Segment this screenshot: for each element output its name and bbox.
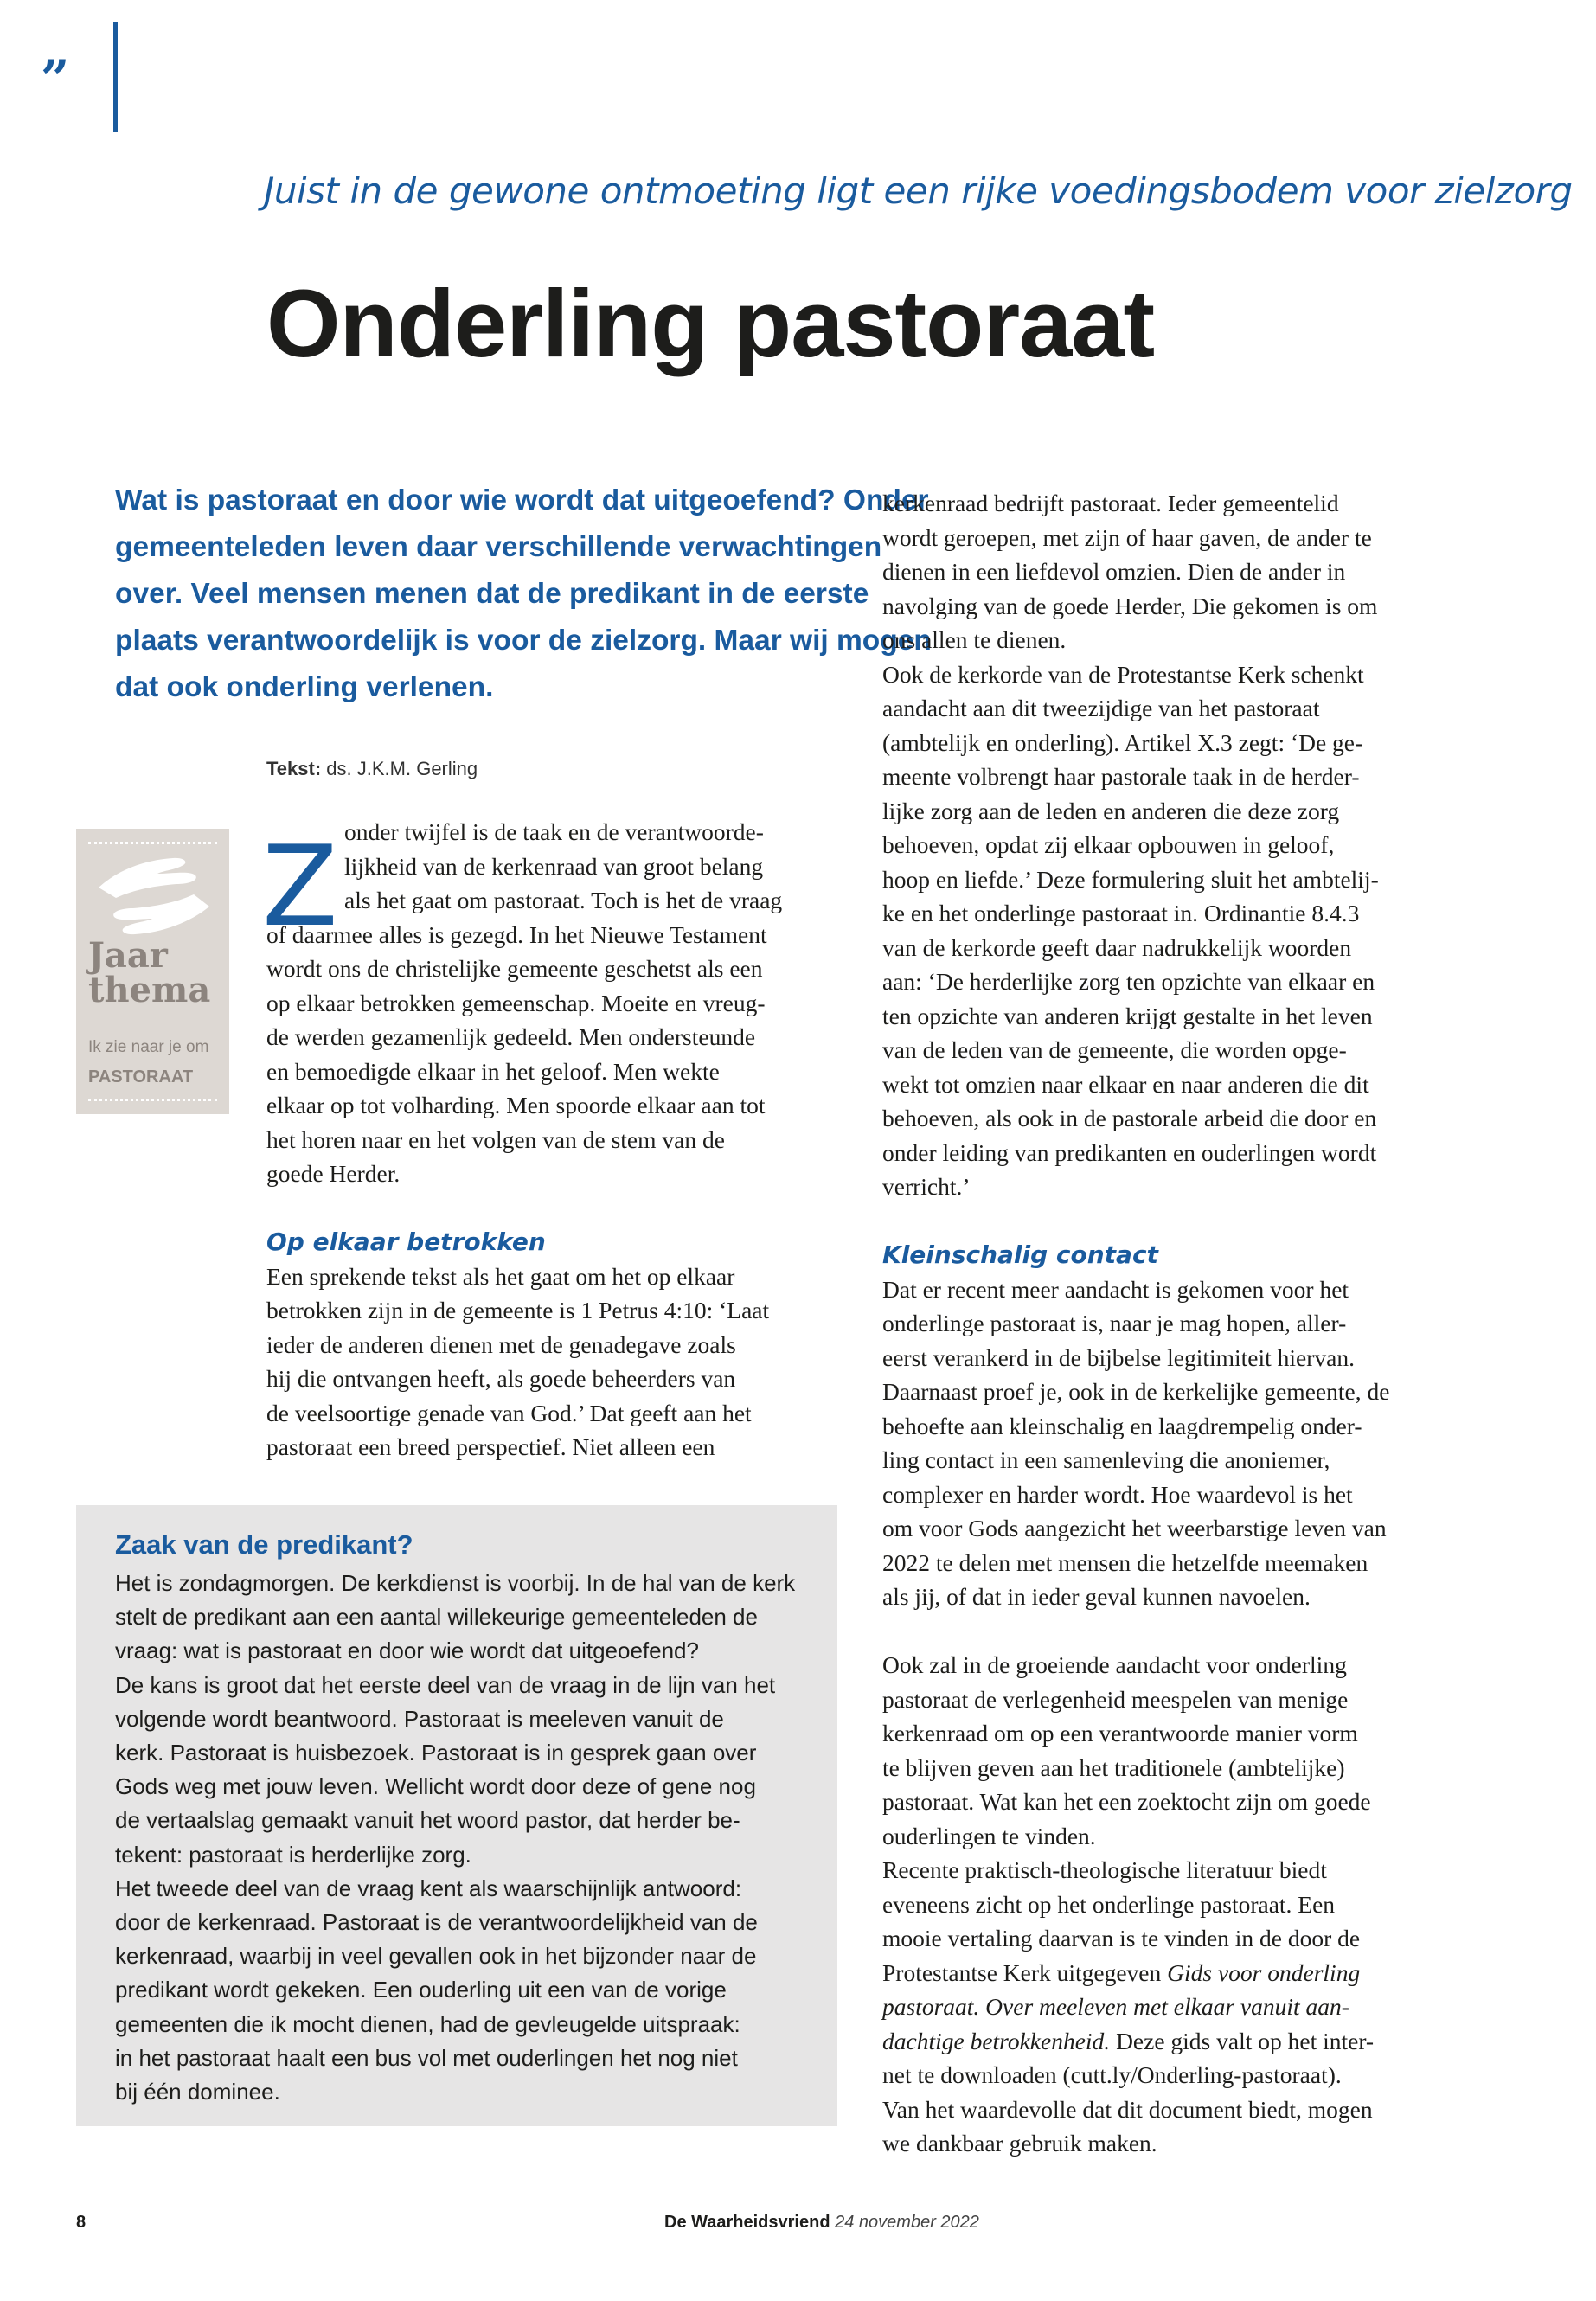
lead-line: Wat is pastoraat en door wie wordt dat uitgeoefend? Onder (115, 484, 929, 516)
badge-tagline: Ik zie naar je om (88, 1038, 209, 1056)
hands-icon (93, 853, 215, 939)
badge-dots-top (88, 842, 217, 844)
issue-date: 24 november 2022 (835, 2213, 979, 2232)
section-heading: Kleinschalig contact (882, 1240, 1158, 1269)
section-heading: Op elkaar betrokken (266, 1227, 546, 1256)
magazine-name: De Waarheidsvriend (664, 2213, 830, 2232)
badge-dots-bottom (88, 1099, 217, 1101)
drop-cap: Z (262, 823, 338, 952)
badge-jaar: Jaar thema (88, 935, 211, 1010)
jaarthema-badge (76, 829, 229, 1114)
article-title: Onderling pastoraat (266, 271, 1155, 377)
badge-pastoraat: PASTORAAT (88, 1067, 194, 1086)
publication-title: pastoraat. Over meeleven met elkaar vanuit aan- (882, 1993, 1349, 2020)
byline (266, 758, 478, 780)
byline-author: ds. J.K.M. Gerling (326, 758, 478, 779)
lead-line: plaats verantwoordelijk is voor de zielzorg. Maar wij mogen (115, 625, 932, 657)
header-rule (113, 22, 118, 132)
quote-icon: ” (41, 49, 70, 108)
byline-label: Tekst: (266, 758, 322, 779)
lead-line: over. Veel mensen menen dat de predikant in de eerste (115, 578, 869, 610)
article-subtitle: Juist in de gewone ontmoeting ligt een rijke voedingsbodem voor zielzorg (264, 170, 1573, 212)
sidebar-box-title: Zaak van de predikant? (115, 1529, 413, 1560)
lead-line: dat ook onderling verlenen. (115, 671, 494, 703)
text-line-with-title: Protestantse Kerk uitgegeven Gids voor onderling (882, 1958, 1361, 1986)
lead-paragraph (115, 478, 932, 711)
column-2-text: kerkenraad bedrijft pastoraat. Ieder gemeentelid wordt geroepen, met zijn of haar gaven, de ander te dienen in een liefdevol omzien. Dien de ander in navolging van de goede Herder, Die gekomen is om ons allen te dienen. Ook de kerkorde van de Protestantse Kerk schenkt aandacht aan dit tweezijdige van het pastoraat (ambtelijk en onderling). Artikel X.3 zegt: ‘De ge- meente volbrengt haar pastorale taak in de herder- lijke zorg aan de leden en anderen die deze zorg behoeven, opdat zij elkaar opbouwen in geloof, hoop en liefde.’ Deze formulering sluit het ambtelij- ke en het onderlinge pastoraat in. Ordinantie 8.4.3 van de kerkorde geeft daar nadrukkelijk woorden aan: ‘De herderlijke zorg ten opzichte van elkaar en ten opzichte van anderen krijgt gestalte in het leven van de leden van de gemeente, die worden opge- wekt tot omzien naar elkaar en naar anderen die dit behoeven, als ook in de pastorale arbeid die door en onder leiding van predikanten en ouderlingen wordt verricht.’ Kleinschalig contact Dat er recent meer aandacht is gekomen voor het onderlinge pastoraat is, naar je mag hopen, aller- eerst verankerd in de bijbelse legitimiteit hiervan. Daarnaast proef je, ook in de kerkelijke gemeente, de behoefte aan kleinschalig en laagdrempelig onder- ling contact in een samenleving die anoniemer, complexer en harder wordt. Hoe waardevol is het om voor Gods aangezicht het weerbarstige leven van 2022 te delen met mensen die hetzelfde meemaken als jij, of dat in ieder geval kunnen navoelen. Ook zal in de groeiende aandacht voor onderling pastoraat de verlegenheid meespelen van menige kerkenraad om op een verantwoorde manier vorm te blijven geven aan het traditionele (ambtelijke) pastoraat. Wat kan het een zoektocht zijn om goede ouderlingen te vinden. Recente praktisch-theologische literatuur biedt eveneens zicht op het onderlinge pastoraat. Een mooie vertaling daarvan is te vinden in de door de Protestantse Kerk uitgegeven Gids voor onderling pastoraat. Over meeleven met elkaar vanuit aan- dachtige betrokkenheid. Deze gids valt op het inter- net te downloaden (cutt.ly/Onderling-pastoraat). Van het waardevolle dat dit document biedt, mogen we dankbaar gebruik maken. (882, 490, 1390, 2157)
sidebar-box-text: Het is zondagmorgen. De kerkdienst is voorbij. In de hal van de kerk stelt de predikant aan een aantal willekeurige gemeenteleden de vraag: wat is pastoraat en door wie wordt dat uitgeoefend? De kans is groot dat het eerste deel van de vraag in de lijn van het volgende wordt beantwoord. Pastoraat is meeleven vanuit de kerk. Pastoraat is huisbezoek. Pastoraat is in gesprek gaan over Gods weg met jouw leven. Wellicht wordt door deze of gene nog de vertaalslag gemaakt vanuit het woord pastor, dat herder be- tekent: pastoraat is herderlijke zorg. Het tweede deel van de vraag kent als waarschijnlijk antwoord: door de kerkenraad. Pastoraat is de verantwoordelijkheid van de kerkenraad, waarbij in veel gevallen ook in het bijzonder naar de predikant wordt gekeken. Een ouderling uit een van de vorige gemeenten die ik mocht dienen, had de gevleugelde uitspraak: in het pastoraat haalt een bus vol met ouderlingen het nog niet bij één dominee. (115, 1570, 796, 2106)
text-line-with-title: dachtige betrokkenheid. Deze gids valt op het inter- (882, 2027, 1375, 2054)
column-1-text: onder twijfel is de taak en de verantwoorde- lijkheid van de kerkenraad van groot belang als het gaat om pastoraat. Toch is het de vraag of daarmee alles is gezegd. In het Nieuwe Testament wordt ons de christelijke gemeente geschetst als een op elkaar betrokken gemeenschap. Moeite en vreug- de werden gezamenlijk gedeeld. Men ondersteunde en bemoedigde elkaar in het geloof. Men wekte elkaar op tot volharding. Men spoorde elkaar aan tot het horen naar en het volgen van de stem van de goede Herder. Op elkaar betrokken Een sprekende tekst als het gaat om het op elkaar betrokken zijn in de gemeente is 1 Petrus 4:10: ‘Laat ieder de anderen dienen met de genadegave zoals hij die ontvangen heeft, als goede beheerders van de veelsoortige genade van God.’ Dat geeft aan het pastoraat een breed perspectief. Niet alleen een (266, 818, 783, 1460)
footer-magazine (664, 2213, 979, 2233)
lead-line: gemeenteleden leven daar verschillende verwachtingen (115, 531, 882, 563)
publication-title: dachtige betrokkenheid. (882, 2027, 1111, 2054)
publication-title: Gids voor onderling (1167, 1958, 1361, 1986)
page-number: 8 (76, 2213, 87, 2232)
